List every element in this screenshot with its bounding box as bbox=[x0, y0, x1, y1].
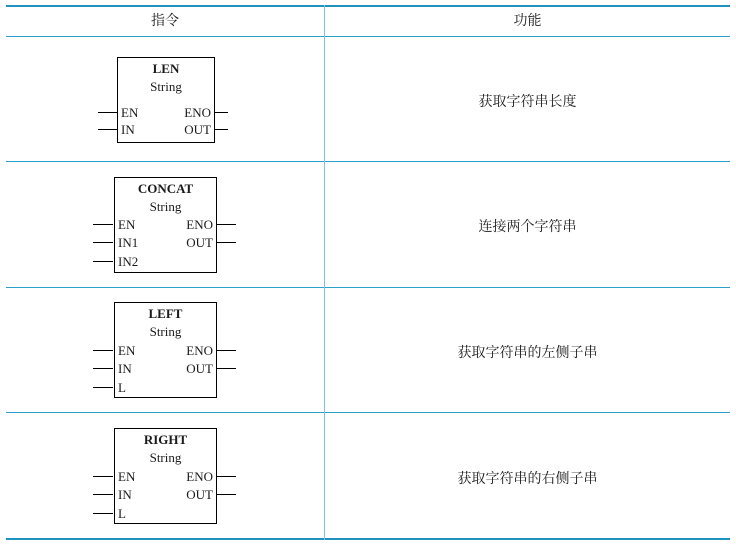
wire-en bbox=[93, 224, 113, 225]
wire-out bbox=[216, 368, 236, 369]
len-function: 获取字符串长度 bbox=[478, 94, 577, 110]
wire-in2 bbox=[93, 261, 113, 262]
wire-eno bbox=[216, 224, 236, 225]
header-rule bbox=[6, 36, 730, 37]
row-divider bbox=[6, 161, 730, 162]
block-type: String bbox=[149, 199, 182, 214]
block-title: CONCAT bbox=[137, 181, 194, 196]
left-function: 获取字符串的左侧子串 bbox=[457, 345, 598, 361]
wire-in bbox=[98, 129, 118, 130]
pin-out: OUT bbox=[186, 235, 213, 250]
wire-en bbox=[98, 112, 118, 113]
block-type: String bbox=[150, 79, 182, 94]
pin-l: L bbox=[118, 506, 126, 521]
pin-en: EN bbox=[118, 469, 136, 484]
pin-in: IN bbox=[118, 361, 132, 376]
pin-l: L bbox=[118, 380, 126, 395]
wire-out bbox=[214, 129, 228, 130]
wire-out bbox=[216, 242, 236, 243]
wire-l bbox=[93, 513, 113, 514]
pin-out: OUT bbox=[186, 487, 213, 502]
wire-eno bbox=[216, 350, 236, 351]
wire-eno bbox=[214, 112, 228, 113]
pin-eno: ENO bbox=[184, 105, 211, 120]
row-divider bbox=[6, 287, 730, 288]
pin-eno: ENO bbox=[186, 217, 213, 232]
block-title: RIGHT bbox=[143, 432, 188, 447]
pin-en: EN bbox=[118, 343, 136, 358]
concat-function: 连接两个字符串 bbox=[478, 219, 577, 235]
row-divider bbox=[6, 412, 730, 413]
pin-in1: IN1 bbox=[118, 235, 139, 250]
wire-en bbox=[93, 476, 113, 477]
wire-in1 bbox=[93, 242, 113, 243]
pin-in: IN bbox=[121, 122, 135, 137]
right-block bbox=[114, 428, 217, 524]
header-function: 功能 bbox=[513, 13, 542, 29]
pin-in2: IN2 bbox=[118, 254, 139, 269]
wire-eno bbox=[216, 476, 236, 477]
pin-eno: ENO bbox=[186, 469, 213, 484]
block-title: LEN bbox=[152, 61, 180, 76]
wire-l bbox=[93, 387, 113, 388]
header-instruction: 指令 bbox=[151, 13, 179, 29]
pin-in: IN bbox=[118, 487, 132, 502]
table-bottom-rule bbox=[6, 538, 730, 540]
concat-block bbox=[114, 177, 217, 273]
pin-out: OUT bbox=[184, 122, 211, 137]
block-type: String bbox=[149, 324, 182, 339]
pin-out: OUT bbox=[186, 361, 213, 376]
block-type: String bbox=[149, 450, 182, 465]
pin-en: EN bbox=[121, 105, 139, 120]
pin-eno: ENO bbox=[186, 343, 213, 358]
instruction-table bbox=[6, 5, 730, 540]
left-block bbox=[114, 302, 217, 398]
wire-en bbox=[93, 350, 113, 351]
wire-out bbox=[216, 494, 236, 495]
right-function: 获取字符串的右侧子串 bbox=[457, 471, 598, 487]
pin-en: EN bbox=[118, 217, 136, 232]
wire-in bbox=[93, 368, 113, 369]
block-title: LEFT bbox=[148, 306, 183, 321]
column-divider bbox=[324, 5, 325, 540]
len-block bbox=[117, 57, 215, 143]
wire-in bbox=[93, 494, 113, 495]
